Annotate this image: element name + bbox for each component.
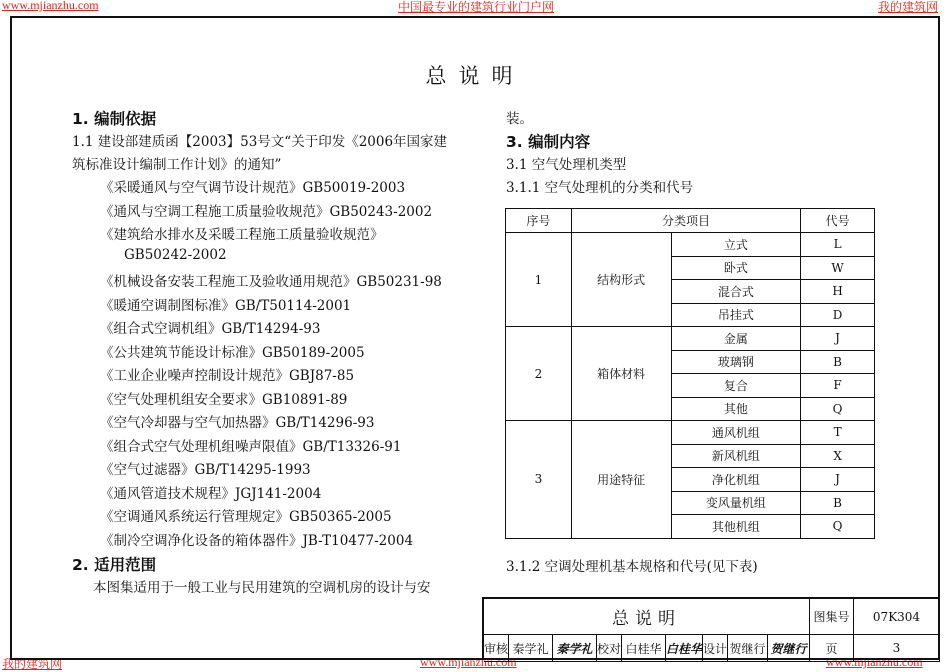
section-3-1-1: 3.1.1 空气处理机的分类和代号 bbox=[506, 180, 694, 196]
row-code: D bbox=[801, 303, 875, 327]
row-category: 结构形式 bbox=[571, 233, 671, 327]
page-title: 总说明 bbox=[425, 64, 525, 88]
watermark-top-right[interactable]: 我的建筑网 bbox=[878, 0, 939, 14]
row-code: J bbox=[801, 468, 875, 492]
row-code: X bbox=[801, 444, 875, 468]
standard-item: 《组合式空调机组》GB/T14294-93 bbox=[100, 321, 321, 337]
watermark-bottom-center[interactable]: www.mjianzhu.com bbox=[420, 655, 517, 669]
row-code: H bbox=[801, 280, 875, 304]
standard-item: 《建筑给水排水及采暖工程施工质量验收规范》 bbox=[100, 227, 384, 243]
section-2-text: 本图集适用于一般工业与民用建筑的空调机房的设计与安 bbox=[93, 580, 431, 596]
check-label: 校对 bbox=[597, 635, 622, 662]
standard-item: 《工业企业噪声控制设计规范》GBJ87-85 bbox=[100, 368, 355, 384]
row-code: Q bbox=[801, 515, 875, 539]
row-code: W bbox=[801, 256, 875, 280]
title-block bbox=[482, 597, 940, 660]
section-2-heading: 2. 适用范围 bbox=[72, 556, 157, 574]
standard-item: 《机械设备安装工程施工及验收通用规范》GB50231-98 bbox=[100, 274, 442, 290]
row-number: 3 bbox=[506, 421, 572, 539]
standard-item: 《空调通风系统运行管理规定》GB50365-2005 bbox=[100, 509, 392, 525]
designer-name: 贺继行 bbox=[728, 635, 768, 662]
standard-item: 《空气冷却器与空气加热器》GB/T14296-93 bbox=[100, 415, 375, 431]
watermark-top-left[interactable]: www.mjianzhu.com bbox=[2, 0, 99, 12]
standard-item: 《通风管道技术规程》JGJ141-2004 bbox=[100, 485, 322, 502]
title-block-title: 总说明 bbox=[484, 599, 810, 635]
row-item: 卧式 bbox=[671, 256, 801, 280]
row-code: Q bbox=[801, 397, 875, 421]
design-label: 设计 bbox=[703, 635, 728, 662]
row-item: 玻璃钢 bbox=[671, 350, 801, 374]
atlas-number: 07K304 bbox=[854, 599, 940, 635]
atlas-label: 图集号 bbox=[810, 599, 854, 635]
standard-item: 《空气过滤器》GB/T14295-1993 bbox=[100, 462, 311, 478]
standard-item: 《空气处理机组安全要求》GB10891-89 bbox=[100, 391, 348, 408]
row-item: 复合 bbox=[671, 374, 801, 398]
checker-name: 白桂华 bbox=[622, 635, 666, 662]
section-3-1-2: 3.1.2 空调处理机基本规格和代号(见下表) bbox=[506, 559, 758, 575]
section-1-1-line1: 1.1 建设部建质函【2003】53号文“关于印发《2006年国家建 bbox=[72, 134, 448, 150]
row-item: 其他机组 bbox=[671, 515, 801, 539]
watermark-bottom-right[interactable]: www.mjianzhu.com bbox=[826, 655, 923, 669]
standard-item: 《组合式空气处理机组噪声限值》GB/T13326-91 bbox=[100, 438, 402, 455]
table-header-row bbox=[506, 209, 875, 233]
standard-item: 《制冷空调净化设备的箱体器件》JB-T10477-2004 bbox=[100, 532, 414, 549]
row-item: 新风机组 bbox=[671, 444, 801, 468]
section-3-1: 3.1 空气处理机类型 bbox=[506, 157, 627, 173]
row-code: B bbox=[801, 350, 875, 374]
row-code: J bbox=[801, 327, 875, 351]
row-item: 通风机组 bbox=[671, 421, 801, 445]
watermark-bottom-left[interactable]: 我的建筑网 bbox=[2, 657, 63, 671]
standard-item: 《采暖通风与空气调节设计规范》GB50019-2003 bbox=[100, 180, 406, 196]
row-item: 立式 bbox=[671, 233, 801, 257]
standard-item: 《公共建筑节能设计标准》GB50189-2005 bbox=[100, 344, 365, 361]
row-number: 2 bbox=[506, 327, 572, 421]
page-label: 页 bbox=[810, 635, 854, 662]
classification-table bbox=[505, 208, 875, 539]
table-body bbox=[506, 233, 875, 539]
row-code: T bbox=[801, 421, 875, 445]
row-item: 变风量机组 bbox=[671, 491, 801, 515]
standard-item: 《暖通空调制图标准》GB/T50114-2001 bbox=[100, 297, 352, 314]
table-row bbox=[506, 421, 875, 445]
row-code: L bbox=[801, 233, 875, 257]
row-item: 吊挂式 bbox=[671, 303, 801, 327]
review-label: 审核 bbox=[484, 635, 509, 662]
table-row bbox=[506, 327, 875, 351]
designer-signature: 贺继行 bbox=[768, 635, 810, 662]
header-code: 代号 bbox=[801, 209, 875, 233]
row-category: 用途特征 bbox=[571, 421, 671, 539]
row-item: 其他 bbox=[671, 397, 801, 421]
section-3-heading: 3. 编制内容 bbox=[506, 133, 591, 151]
section-1-heading: 1. 编制依据 bbox=[72, 110, 157, 128]
row-item: 净化机组 bbox=[671, 468, 801, 492]
reviewer-name: 秦学礼 bbox=[509, 635, 553, 662]
page-number: 3 bbox=[854, 635, 940, 662]
checker-signature: 白桂华 bbox=[666, 635, 703, 662]
row-category: 箱体材料 bbox=[571, 327, 671, 421]
reviewer-signature: 秦学礼 bbox=[553, 635, 597, 662]
header-category: 分类项目 bbox=[571, 209, 800, 233]
row-item: 混合式 bbox=[671, 280, 801, 304]
header-no: 序号 bbox=[506, 209, 572, 233]
watermark-top-center[interactable]: 中国最专业的建筑行业门户网 bbox=[398, 0, 555, 14]
row-code: B bbox=[801, 491, 875, 515]
row-code: F bbox=[801, 374, 875, 398]
standard-item: 《通风与空调工程施工质量验收规范》GB50243-2002 bbox=[100, 203, 433, 220]
row-number: 1 bbox=[506, 233, 572, 327]
table-row bbox=[506, 233, 875, 257]
row-item: 金属 bbox=[671, 327, 801, 351]
section-2-continuation: 装。 bbox=[506, 111, 533, 127]
section-1-1-line2: 筑标准设计编制工作计划》的通知” bbox=[72, 157, 282, 173]
standard-item: GB50242-2002 bbox=[124, 246, 227, 263]
